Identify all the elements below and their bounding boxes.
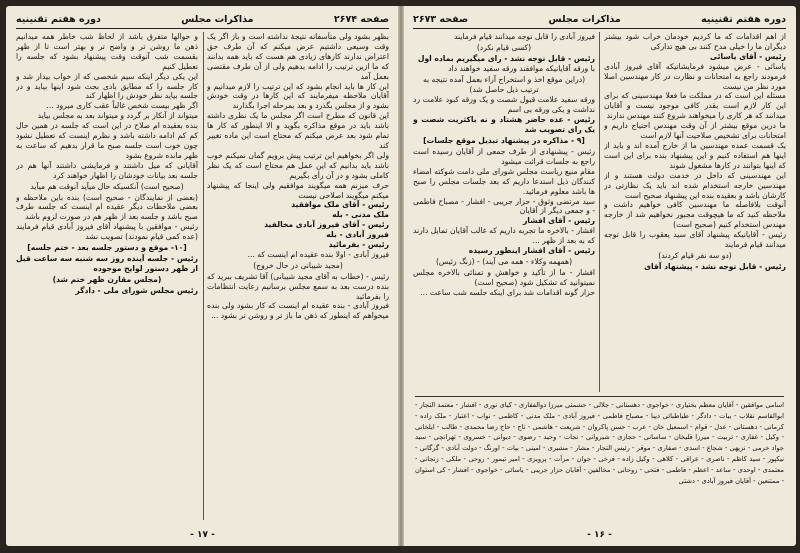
- paragraph: از اهم اقدامات که ما کردیم خودمان خراب شود بیشتر دیگران ما را خیلی مدح کنند بی هیچ تدارکی: [604, 32, 786, 51]
- speaker-line: رئیس - قابل توجه نشد - رای میگیریم بماده اول: [417, 53, 595, 63]
- paragraph: رئیس - آقایانیکه پیشنهاد آقای سید یعقوب را قابل توجه میدانند قیام فرمایند: [604, 230, 786, 250]
- parenthetical: (صحیح است) آنکسیکه حال میآید آنوقت هم میآید: [30, 181, 184, 191]
- speaker-line: فیروز آبادی - بله: [326, 230, 389, 240]
- speaker-line: رئیس - قابل توجه نشد - پیشنهاد آقای: [644, 261, 786, 271]
- paragraph: افشار - بالاخره ما تجربه داریم که غالب آقایان تمایل دارند که به بعد از ظهر ...: [413, 226, 595, 246]
- paragraph: فیروز آبادی را قابل توجه میدانند قیام فرمایند: [454, 32, 595, 41]
- paragraph: با ورقه آقایانیکه موافقند ورقه سفید خواهند داد: [448, 63, 595, 73]
- members-vote-list: اسامی موافقین - آقایان معظم بختیاری - خواجوی - دهستانی - جلالی - حشمتی میرزا دوالفقاری - کیای نوری - افشار - معتمد التجار - ابوالقاسم نقلاب - بیات - دادگر - طباطبائی دیبا - مصباح فاطمی - فیروز آبادی - ملک مدنی - کاظمی - نواب - اعتبار - ملک زاده - کرمانی - دهستانی - عدل - قوام - اسمعیل خان - عرب - حسن پاکروان - شریعت - هاشمی - تاج - حاج رضا محمدی - طالب - ایلخانی - وکیل - غفاری - تربیت - میرزا قلیخان - ساسانی - حجازی - شیروانی - نجات - وحید - رضوی - دیوانی - خسروی - تهرانچی - سید جواد خرمی - نزیهی - شجاع - اسدی - صفاری - موقر - رئیس التجار - مشار - مشیری - امینی - بیات - اورنگ - دولت آبادی - گرگانی - نیکپور - سید کاظم - ناصری - عراقی - کلاهی - وکیل زاده - فرخی - جوان - مرآت - پرویزی - امیر تیمور - روحی - ملکی - زنجانی - معتمدی - اوحدی - ساعد - اعظم - فاطمی - فتحی - روحانی - مخالفین - آقایان حزار جریبی - یاسائی - خواجوی - افشار - کی استوان - ممتنعین - آقایان فیروز آبادی - دشتی: [415, 401, 784, 485]
- speaker-line: رئیس - آقای فیروز آبادی مخالفید: [264, 220, 389, 230]
- right-section-title: مذاکرات مجلس: [548, 13, 621, 25]
- speaker-line: ملک مدنی - بله: [332, 210, 389, 220]
- parenthetical: (دراین موقع اخذ و استخراج آراء بعمل آمده نتیجه به ترتیب ذیل حاصل شد): [422, 74, 586, 94]
- parenthetical: (دو سه نفر قیام کردند): [658, 250, 732, 260]
- section-heading: [۹ - مذاکره در پیشنهاد تبدیل موقع جلسات]: [423, 136, 585, 146]
- paragraph: این یکی دیگر اینکه سیم شخصی که از خواب بیدار شد و کار جلسه را که مطابق بادی بحث شود اینها بیاید و در جلسه بیاید نظر خودش را اظهار کند: [16, 71, 198, 101]
- right-page-number: - ۱۶ -: [587, 530, 612, 540]
- right-header-rule: [413, 28, 786, 29]
- paragraph: و حوالها متفرق باشد از لحاظ شب خاطر همه میدانیم ذهن ما روشن تر و واضح تر و بهتر است تا از ظهر بقسمت شب آنوقت وقت پیشنهاد بشود که جلسه را تعطیل کنیم: [16, 32, 198, 71]
- paragraph: یاسائی - عرض میشود فرمایشاتیکه آقای فیروز آبادی فرمودند راجع به امتحانات و نظارت در کار مهندسین اصلا مورد نظر من نیست: [604, 61, 786, 91]
- speaker-line: رئیس - آقای یاسائی: [709, 51, 786, 61]
- right-page: [403, 6, 796, 546]
- members-list-rule: [415, 396, 784, 397]
- paragraph: این قانون که مطرح است اگر مجلس ما یک نظری داشته باشد باید در موقع مذاکره بگوید و الا اینطور که کار ها تمام شود بعد عرض میکنم که محتاج است این ماده تغییر کند: [207, 111, 389, 150]
- right-session-title: دوره هفتم تقنینیه: [701, 13, 786, 25]
- paragraph: اگر ظهر بیست شخص غالباً عقب کاری میرود ...: [46, 101, 198, 111]
- signature-line: رئیس مجلس شورای ملی - دادگر: [75, 285, 198, 295]
- right-page-column-left: [413, 32, 595, 392]
- paragraph: فیروز آبادی - اولا بنده عقیده ام اینست که ...: [247, 249, 389, 259]
- paragraph: میتواند از آنکار بر گردد و میتواند بعد به مجلس بیاید: [37, 111, 198, 121]
- speaker-line: رئیس - آقای افشار: [522, 216, 595, 226]
- book-spread: [6, 6, 796, 546]
- parenthetical: (مجلس مقارن ظهر ختم شد): [52, 274, 162, 284]
- paragraph: افشار - ما از تأکید و خواهش و تمنائی بالاخره مجلس نمیتوانید که تشکیل شود (صحیح است): [413, 267, 595, 287]
- paragraph: سید مرتضی وثوق - حزار جریبی - افشار - مصباح فاطمی - و جمعی دیگر از آقایان: [413, 196, 595, 216]
- left-page: [6, 6, 399, 546]
- left-page-column-right: [207, 32, 389, 520]
- right-column-divider: [599, 32, 600, 392]
- left-page-header: [16, 12, 389, 26]
- paragraph: این کار ها باید انجام بشود که این ترتیب را لازم میدانیم و آقایان ملاحظه میفرمایند که این کارها در وقت خودش بشود و از مجلس بگذرد و بعد بمرحله اجرا بگذارند: [207, 81, 389, 111]
- paragraph: حزار گونه اقدامات شد برای اینکه جلسه شب ساعت ...: [420, 287, 595, 297]
- paragraph: ولی اگر بخواهیم این ترتیب پیش برویم گمان نمیکنم خوب باشد باید بدانیم که این عمل هم محتاج است که یک نظر کاملی بشود و در آن رأی بگیریم: [207, 150, 389, 180]
- left-page-label: صفحه ۲۶۷۴: [333, 13, 389, 25]
- paragraph: یک قسمت عمده مهندسین ما از خارج آمده اند و باید از اینها هم استفاده کنیم و این پیشنهاد بنده برای این است که اینها بتوانند در کارها مشغول شوند: [604, 140, 786, 170]
- paragraph: ما درین موقع بیشتر از آن وقت مهندس احتیاج داریم و امتحانات برای تشخیص صلاحیت آنها لازم است: [604, 121, 786, 141]
- parenthetical: (همهمه وکلاء - همه می آیند) - (زنگ رئیس): [435, 256, 573, 266]
- paragraph: مسئله این است که در مملکت ما فعلا مهندسینی که برای این کار لازم است بقدر کافی موجود نیست و آقایان میدانند که هر کاری را میخواهند شروع کنند مهندس ندارند: [604, 91, 786, 121]
- paragraph: آقایانی که میل داشتند و فرمایشی داشتند آنها هم در جلسه بعد بیانات خودشان را اظهار خواهند کرد: [16, 160, 198, 180]
- paragraph: بنده بعقیده ام صلاح در این است که جلسه در همین حال کم کم ادامه داشته باشد و نظرم اینست که تعطیل نشود چون خوب است جلسه صبح ما قرار بدهیم که ساعت به ظهر مانده شروع بشود: [16, 121, 198, 160]
- parenthetical: (مجید شیبانی در حال خروج): [253, 260, 343, 270]
- paragraph: رئیس - موافقین با پیشنهاد آقای فیروز آبادی قیام فرمایند (عده کمی قیام نمودند) تصویب نشد: [16, 222, 198, 242]
- right-page-header: [413, 12, 786, 26]
- paragraph: این مهندسینی که داخل در خدمت دولت هستند و از مهندسین خارجه استخدام شده اند باید یک نظارتی در کارشان باشد و بعقیده بنده این پیشنهاد صحیح است: [604, 170, 786, 200]
- left-page-number: - ۱۷ -: [190, 530, 215, 540]
- section-heading: [۱۰- موقع و دستور جلسه بعد - ختم جلسه]: [27, 243, 187, 253]
- parenthetical: (کسی قیام نکرد): [476, 42, 532, 52]
- paragraph: آنوقت بلافاصله ما مهندسین کافی خواهیم داشت و ملاحظه کنید که ما هیچوقت مجبور نخواهیم شد از خارجه مهندس استخدام کنیم (صحیح است): [604, 200, 786, 230]
- left-header-rule: [16, 28, 389, 29]
- paragraph: فیروز آبادی - بنده عقیده ام اینست که کار بشود ولی بنده میخواهم که اینطور که ذهن ما باز تر و روشن تر بشود ...: [207, 301, 389, 321]
- paragraph: ورقه سفید علامت قبول شصت و یک ورقه کبود علامت رد نداشت و یکی ورقه بی اسم: [413, 95, 595, 115]
- speaker-line: رئیس - بفرمائید: [328, 240, 389, 250]
- paragraph: حرف میزنم همه میگویند موافقیم ولی اینجا که پیشنهاد میکنم میگویند اصلاحی نیست: [207, 180, 389, 200]
- speaker-line: رئیس - آقای ملک موافقید: [291, 200, 389, 210]
- paragraph: مقام منیع ریاست مجلس شورای ملی دامت شوکته امضاء کنندگان ذیل استدعا داریم که بعد جلسات مجلس را صبح ها باشد معلوم فرمائید.: [413, 166, 595, 196]
- left-page-column-left: [16, 32, 198, 520]
- paragraph: رئیس - پیشنهادی از طرف جمعی از آقایان رسیده است راجع به جلسات قرائت میشود: [413, 146, 595, 166]
- paragraph: (بعضی از نمایندگان - صحیح است) بنده باین ملاحظه و بعضی ملاحظات دیگر عقیده ام اینست که جلسه طرف صبح باشد و جلسه بعد از ظهر هم در صورت لزوم باشد: [16, 192, 198, 222]
- paragraph: بظهر بشود ولی متأسفانه نتیجهٔ نداشته است و باز اگر یک وقت وسیعی داشتیم عرض میکنم که آن طرف حق اعتراض ندارند کارهای زیادی هم هست که باید همه بدانند که ما ازین ترتیب را ادامه بدهیم ولی از آن طرف مقتضی بعمل آمد: [207, 32, 389, 81]
- right-page-column-right: [604, 32, 786, 392]
- left-column-divider: [203, 32, 204, 520]
- right-page-label: صفحه ۲۶۷۳: [413, 13, 469, 25]
- speaker-line: رئیس - آقای افشار اینطور رسیده: [468, 246, 595, 256]
- speaker-line: رئیس - جلسه آینده روز سه شنبه سه ساعت قبل از ظهر دستور لوایح موجوده: [16, 253, 198, 273]
- left-section-title: مذاکرات مجلس: [181, 13, 254, 25]
- left-session-title: دوره هفتم تقنینیه: [16, 13, 101, 25]
- speaker-line: رئیس - عده حاضر هشتاد و نه باکثریت شصت و یک رای تصویب شد: [413, 115, 595, 135]
- paragraph: رئیس - (خطاب به آقای مجید شیبانی) آقا تشریف ببرید که بنده درست بعد به سمع مجلس برسانیم رعایت انتظامات را بفرمائید: [207, 271, 389, 301]
